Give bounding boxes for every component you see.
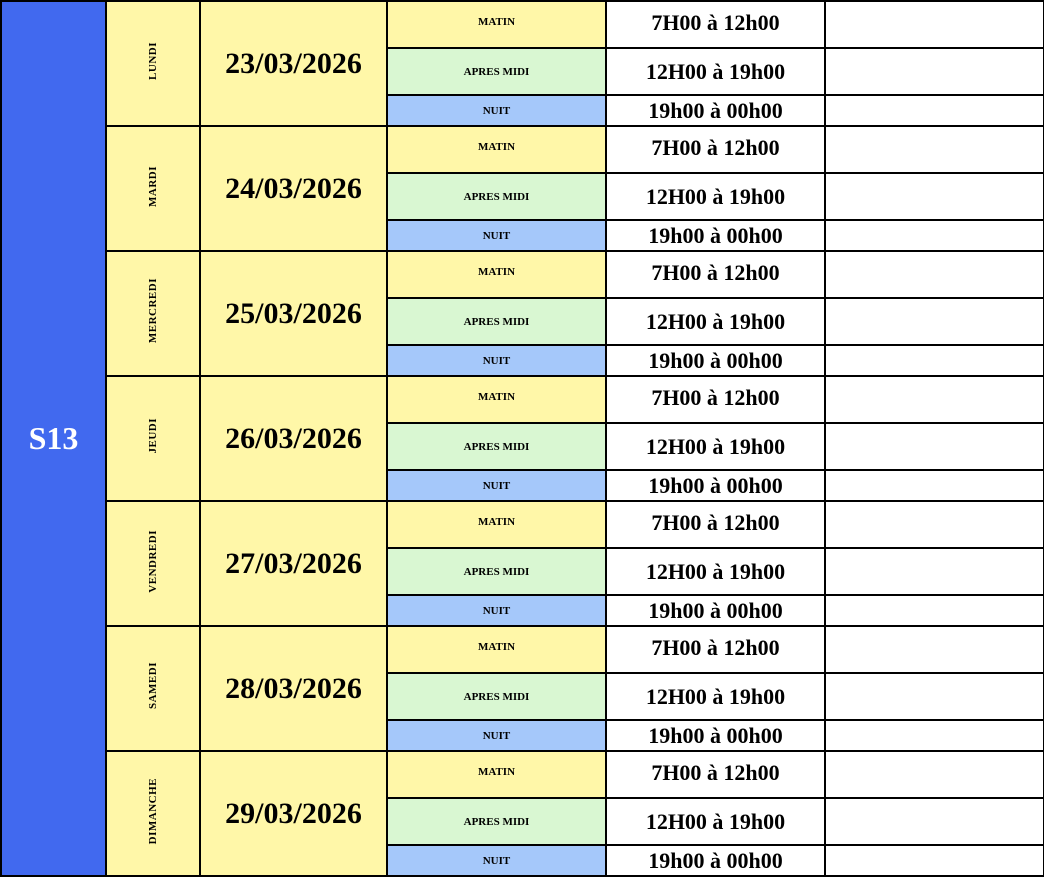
- shift-label-matin: MATIN: [387, 626, 606, 673]
- shift-hours: 7H00 à 12h00: [606, 1, 825, 48]
- shift-label-am: APRES MIDI: [387, 673, 606, 720]
- assignment-cell[interactable]: [825, 376, 1044, 423]
- shift-hours: 7H00 à 12h00: [606, 126, 825, 173]
- date-cell: 24/03/2026: [200, 126, 387, 251]
- shift-label-am: APRES MIDI: [387, 298, 606, 345]
- shift-hours: 12H00 à 19h00: [606, 798, 825, 845]
- day-name: JEUDI: [147, 418, 159, 454]
- shift-hours: 7H00 à 12h00: [606, 501, 825, 548]
- assignment-cell[interactable]: [825, 95, 1044, 126]
- shift-label-nuit: NUIT: [387, 720, 606, 751]
- day-name-cell: [106, 1, 200, 126]
- week-label: S13: [1, 1, 106, 876]
- assignment-cell[interactable]: [825, 798, 1044, 845]
- shift-label-matin: MATIN: [387, 751, 606, 798]
- shift-hours: 19h00 à 00h00: [606, 720, 825, 751]
- day-name: LUNDI: [147, 42, 159, 80]
- shift-label-am: APRES MIDI: [387, 423, 606, 470]
- assignment-cell[interactable]: [825, 845, 1044, 876]
- shift-hours: 19h00 à 00h00: [606, 845, 825, 876]
- assignment-cell[interactable]: [825, 251, 1044, 298]
- date-cell: 29/03/2026: [200, 751, 387, 876]
- schedule-row: [1, 501, 1044, 548]
- day-name-cell: [106, 376, 200, 501]
- shift-label-nuit: NUIT: [387, 345, 606, 376]
- shift-hours: 7H00 à 12h00: [606, 251, 825, 298]
- schedule-row: [1, 626, 1044, 673]
- shift-label-nuit: NUIT: [387, 595, 606, 626]
- assignment-cell[interactable]: [825, 220, 1044, 251]
- schedule-row: [1, 1, 1044, 48]
- assignment-cell[interactable]: [825, 595, 1044, 626]
- assignment-cell[interactable]: [825, 626, 1044, 673]
- day-name: MERCREDI: [147, 278, 159, 344]
- shift-hours: 12H00 à 19h00: [606, 548, 825, 595]
- schedule-row: [1, 126, 1044, 173]
- shift-label-matin: MATIN: [387, 126, 606, 173]
- shift-hours: 7H00 à 12h00: [606, 751, 825, 798]
- day-name: VENDREDI: [147, 529, 159, 593]
- schedule-row: [1, 751, 1044, 798]
- shift-hours: 12H00 à 19h00: [606, 298, 825, 345]
- shift-label-matin: MATIN: [387, 501, 606, 548]
- assignment-cell[interactable]: [825, 720, 1044, 751]
- date-cell: 28/03/2026: [200, 626, 387, 751]
- shift-hours: 19h00 à 00h00: [606, 95, 825, 126]
- date-cell: 25/03/2026: [200, 251, 387, 376]
- shift-hours: 19h00 à 00h00: [606, 220, 825, 251]
- day-name-cell: [106, 251, 200, 376]
- day-name-cell: [106, 126, 200, 251]
- shift-label-matin: MATIN: [387, 251, 606, 298]
- day-name-cell: [106, 501, 200, 626]
- assignment-cell[interactable]: [825, 751, 1044, 798]
- shift-label-am: APRES MIDI: [387, 548, 606, 595]
- day-name-cell: [106, 751, 200, 876]
- shift-label-nuit: NUIT: [387, 845, 606, 876]
- date-cell: 27/03/2026: [200, 501, 387, 626]
- assignment-cell[interactable]: [825, 298, 1044, 345]
- assignment-cell[interactable]: [825, 173, 1044, 220]
- shift-label-am: APRES MIDI: [387, 48, 606, 95]
- shift-label-nuit: NUIT: [387, 220, 606, 251]
- shift-label-matin: MATIN: [387, 1, 606, 48]
- shift-hours: 7H00 à 12h00: [606, 626, 825, 673]
- shift-label-am: APRES MIDI: [387, 173, 606, 220]
- assignment-cell[interactable]: [825, 673, 1044, 720]
- day-name-cell: [106, 626, 200, 751]
- day-name: SAMEDI: [147, 662, 159, 710]
- assignment-cell[interactable]: [825, 470, 1044, 501]
- shift-hours: 12H00 à 19h00: [606, 423, 825, 470]
- shift-hours: 19h00 à 00h00: [606, 470, 825, 501]
- schedule-row: [1, 251, 1044, 298]
- assignment-cell[interactable]: [825, 423, 1044, 470]
- shift-hours: 12H00 à 19h00: [606, 48, 825, 95]
- assignment-cell[interactable]: [825, 501, 1044, 548]
- date-cell: 23/03/2026: [200, 1, 387, 126]
- assignment-cell[interactable]: [825, 126, 1044, 173]
- assignment-cell[interactable]: [825, 48, 1044, 95]
- shift-label-matin: MATIN: [387, 376, 606, 423]
- shift-hours: 7H00 à 12h00: [606, 376, 825, 423]
- assignment-cell[interactable]: [825, 345, 1044, 376]
- schedule-body: [1, 1, 1044, 876]
- shift-hours: 12H00 à 19h00: [606, 673, 825, 720]
- shift-hours: 19h00 à 00h00: [606, 345, 825, 376]
- shift-label-am: APRES MIDI: [387, 798, 606, 845]
- assignment-cell[interactable]: [825, 1, 1044, 48]
- shift-hours: 19h00 à 00h00: [606, 595, 825, 626]
- shift-label-nuit: NUIT: [387, 470, 606, 501]
- shift-label-nuit: NUIT: [387, 95, 606, 126]
- schedule-row: [1, 376, 1044, 423]
- day-name: DIMANCHE: [147, 777, 159, 845]
- date-cell: 26/03/2026: [200, 376, 387, 501]
- shift-hours: 12H00 à 19h00: [606, 173, 825, 220]
- assignment-cell[interactable]: [825, 548, 1044, 595]
- day-name: MARDI: [147, 165, 159, 207]
